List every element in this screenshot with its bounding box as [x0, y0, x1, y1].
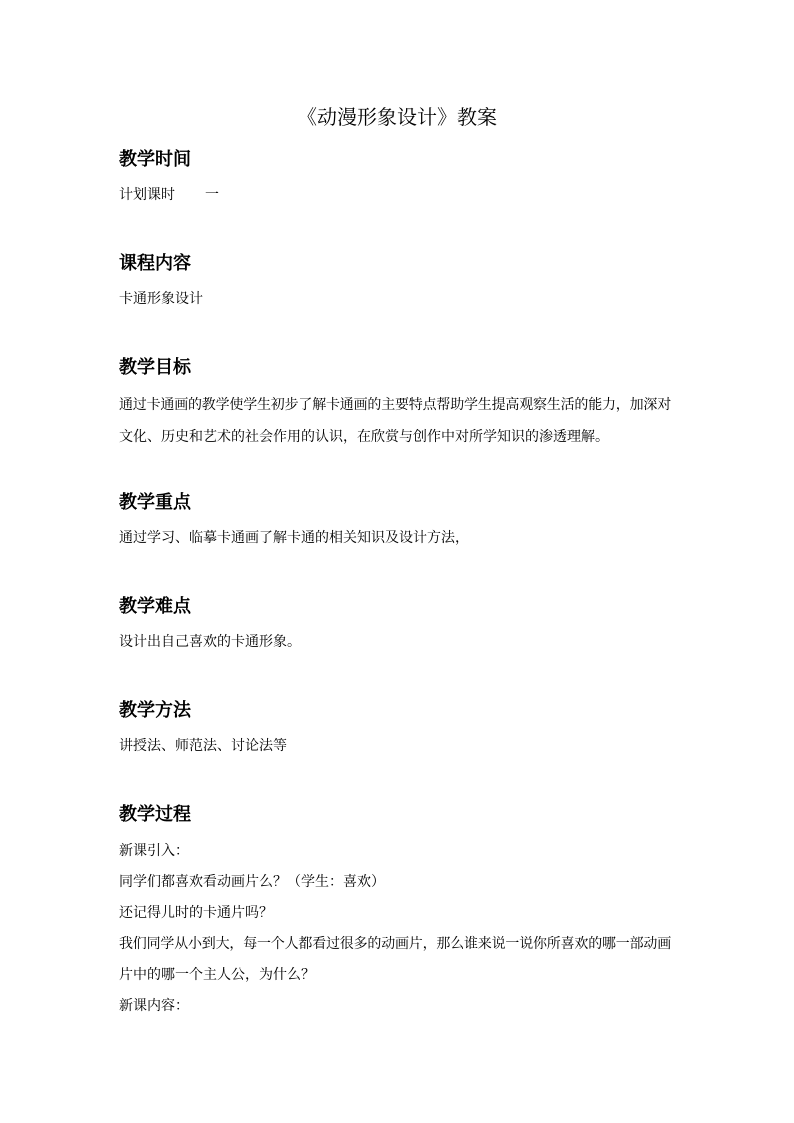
course-content-text: 卡通形象设计	[119, 291, 203, 307]
process-line: 新课内容：	[119, 998, 189, 1014]
lesson-period-line	[119, 185, 684, 205]
lesson-period-value: 一	[205, 187, 219, 203]
lesson-period-label: 计划课时	[119, 187, 175, 203]
section-heading-content: 课程内容	[119, 253, 191, 274]
process-line: 片中的哪一个主人公，为什么？	[119, 967, 315, 983]
section-heading-process: 教学过程	[119, 804, 191, 825]
key-points-text: 通过学习、临摹卡通画了解卡通的相关知识及设计方法，	[119, 530, 469, 546]
section-heading-time: 教学时间	[119, 149, 191, 170]
goals-text-line-2: 文化、历史和艺术的社会作用的认识，在欣赏与创作中对所学知识的渗透理解。	[119, 429, 609, 445]
process-line: 我们同学从小到大，每一个人都看过很多的动画片，那么谁来说一说你所喜欢的哪一部动画	[119, 936, 671, 952]
process-line: 新课引入：	[119, 843, 189, 859]
section-heading-difficulties: 教学难点	[119, 596, 191, 617]
section-heading-goals: 教学目标	[119, 357, 191, 378]
process-line: 还记得儿时的卡通片吗？	[119, 905, 273, 921]
goals-text-line-1: 通过卡通画的教学使学生初步了解卡通画的主要特点帮助学生提高观察生活的能力，加深对	[119, 397, 671, 413]
difficulties-text: 设计出自己喜欢的卡通形象。	[119, 634, 301, 650]
process-line: 同学们都喜欢看动画片么？（学生：喜欢）	[119, 874, 385, 890]
methods-text: 讲授法、师范法、讨论法等	[119, 738, 287, 754]
section-heading-key-points: 教学重点	[119, 492, 191, 513]
document-title: 《动漫形象设计》教案	[297, 105, 497, 129]
section-heading-methods: 教学方法	[119, 700, 191, 721]
